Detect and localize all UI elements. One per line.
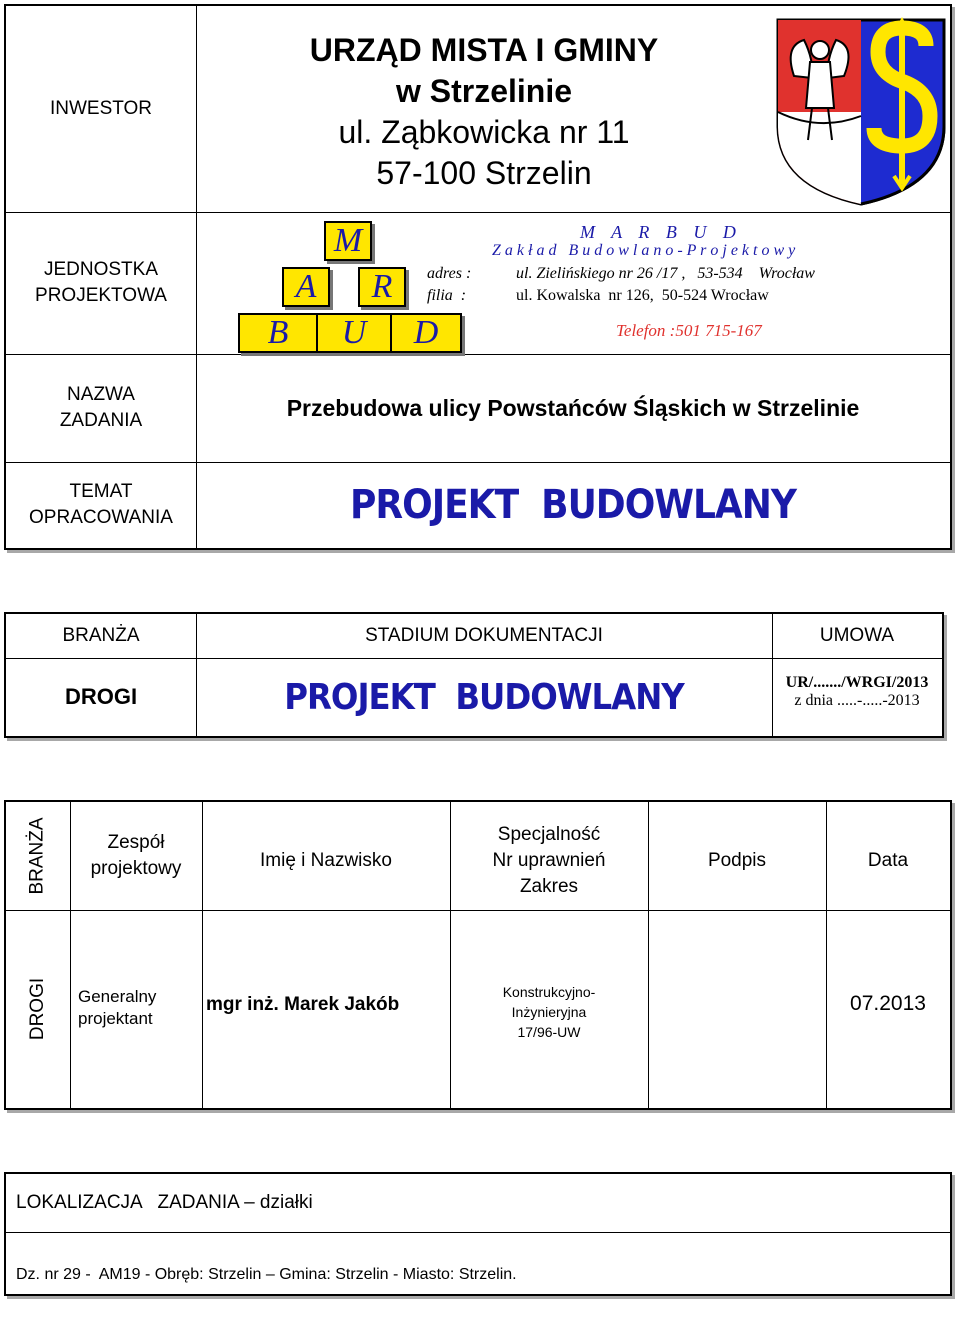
team-row-date: 07.2013 xyxy=(850,992,926,1015)
team-header-team-line1: Zespół xyxy=(107,832,165,853)
team-row-spec-line2: Inżynieryjna xyxy=(511,1004,587,1020)
topic-title: PROJEKT BUDOWLANY xyxy=(350,482,796,528)
unit-label-line1: JEDNOSTKA xyxy=(43,259,159,280)
phone-number: Telefon :501 715-167 xyxy=(616,321,762,340)
investor-block xyxy=(196,30,772,194)
team-header-branch-text: BRANŻA xyxy=(27,817,49,895)
investor-city: w Strzelinie xyxy=(395,73,573,109)
header-panel xyxy=(4,4,952,550)
contract-info xyxy=(772,674,942,710)
branch-value: ul. Kowalska nr 126, 50-524 Wrocław xyxy=(516,287,769,304)
team-row-role-line1: Generalny xyxy=(78,987,157,1006)
task-label-line1: NAZWA xyxy=(67,384,135,405)
team-header-team-line2: projektowy xyxy=(90,858,182,879)
doc-stage-panel xyxy=(4,612,944,738)
logo-letter-u: U xyxy=(316,313,392,353)
address-value: ul. Zielińskiego nr 26 /17 , 53-534 Wrocław xyxy=(516,265,815,282)
logo-letter-m: M xyxy=(324,221,372,261)
investor-name: URZĄD MISTA I GMINY xyxy=(309,32,659,68)
stage-col-branch: BRANŻA xyxy=(62,625,140,646)
team-row-name: mgr inż. Marek Jakób xyxy=(206,994,400,1015)
location-value: Dz. nr 29 - AM19 - Obręb: Strzelin – Gmina: Strzelin - Miasto: Strzelin. xyxy=(16,1266,517,1283)
logo-letter-d: D xyxy=(390,313,462,353)
task-label xyxy=(6,354,196,462)
investor-street: ul. Ząbkowicka nr 11 xyxy=(338,114,630,150)
investor-label: INWESTOR xyxy=(49,98,153,119)
team-row-spec xyxy=(450,982,648,1042)
logo-letter-b: B xyxy=(238,313,318,353)
stage-branch-value: DROGI xyxy=(64,684,138,709)
company-name: M A R B U D xyxy=(580,222,736,242)
task-label-line2: ZADANIA xyxy=(59,410,143,431)
branch-label: filia : xyxy=(427,287,467,304)
location-panel xyxy=(4,1172,952,1296)
team-row-branch-text: DROGI xyxy=(27,977,48,1041)
location-label: LOKALIZACJA ZADANIA – działki xyxy=(16,1192,313,1213)
coat-of-arms-letter xyxy=(6,6,7,7)
unit-label xyxy=(6,212,196,354)
logo-letter-r: R xyxy=(358,267,406,307)
team-row-spec-line3: 17/96-UW xyxy=(517,1024,581,1040)
team-panel xyxy=(4,800,952,1110)
team-header-name: Imię i Nazwisko xyxy=(260,850,392,871)
team-header-spec-line2: Nr uprawnień xyxy=(492,850,606,871)
team-header-team xyxy=(70,802,202,910)
logo-letter-a: A xyxy=(282,267,330,307)
contract-number: UR/......./WRGI/2013 xyxy=(785,674,929,691)
team-row-spec-line1: Konstrukcyjno- xyxy=(502,984,596,1000)
team-row-branch xyxy=(6,910,70,1108)
team-header-spec xyxy=(450,802,648,920)
team-row-role xyxy=(78,986,202,1030)
company-description: Z a k ł a d B u d o w l a n o - P r o j e k t o w y xyxy=(492,242,796,259)
stage-value: PROJEKT BUDOWLANY xyxy=(284,676,684,718)
topic-label-line1: TEMAT xyxy=(69,481,133,502)
team-row-role-line2: projektant xyxy=(78,1009,153,1028)
team-header-date: Data xyxy=(867,850,909,871)
stage-col-contract: UMOWA xyxy=(819,625,895,646)
team-header-branch xyxy=(6,802,70,910)
unit-label-line2: PROJEKTOWA xyxy=(35,285,167,306)
contract-date: z dnia .....-.....-2013 xyxy=(794,692,920,709)
topic-label xyxy=(6,462,196,548)
stage-col-stage: STADIUM DOKUMENTACJI xyxy=(365,625,603,646)
address-label: adres : xyxy=(427,265,472,282)
team-header-spec-line1: Specjalność xyxy=(497,824,601,845)
topic-label-line2: OPRACOWANIA xyxy=(29,507,173,528)
investor-postcode: 57-100 Strzelin xyxy=(376,155,592,191)
team-header-spec-line3: Zakres xyxy=(519,876,579,897)
team-header-sign: Podpis xyxy=(707,850,767,871)
coat-of-arms xyxy=(774,16,948,208)
task-title: Przebudowa ulicy Powstańców Śląskich w Strzelinie xyxy=(286,394,860,421)
